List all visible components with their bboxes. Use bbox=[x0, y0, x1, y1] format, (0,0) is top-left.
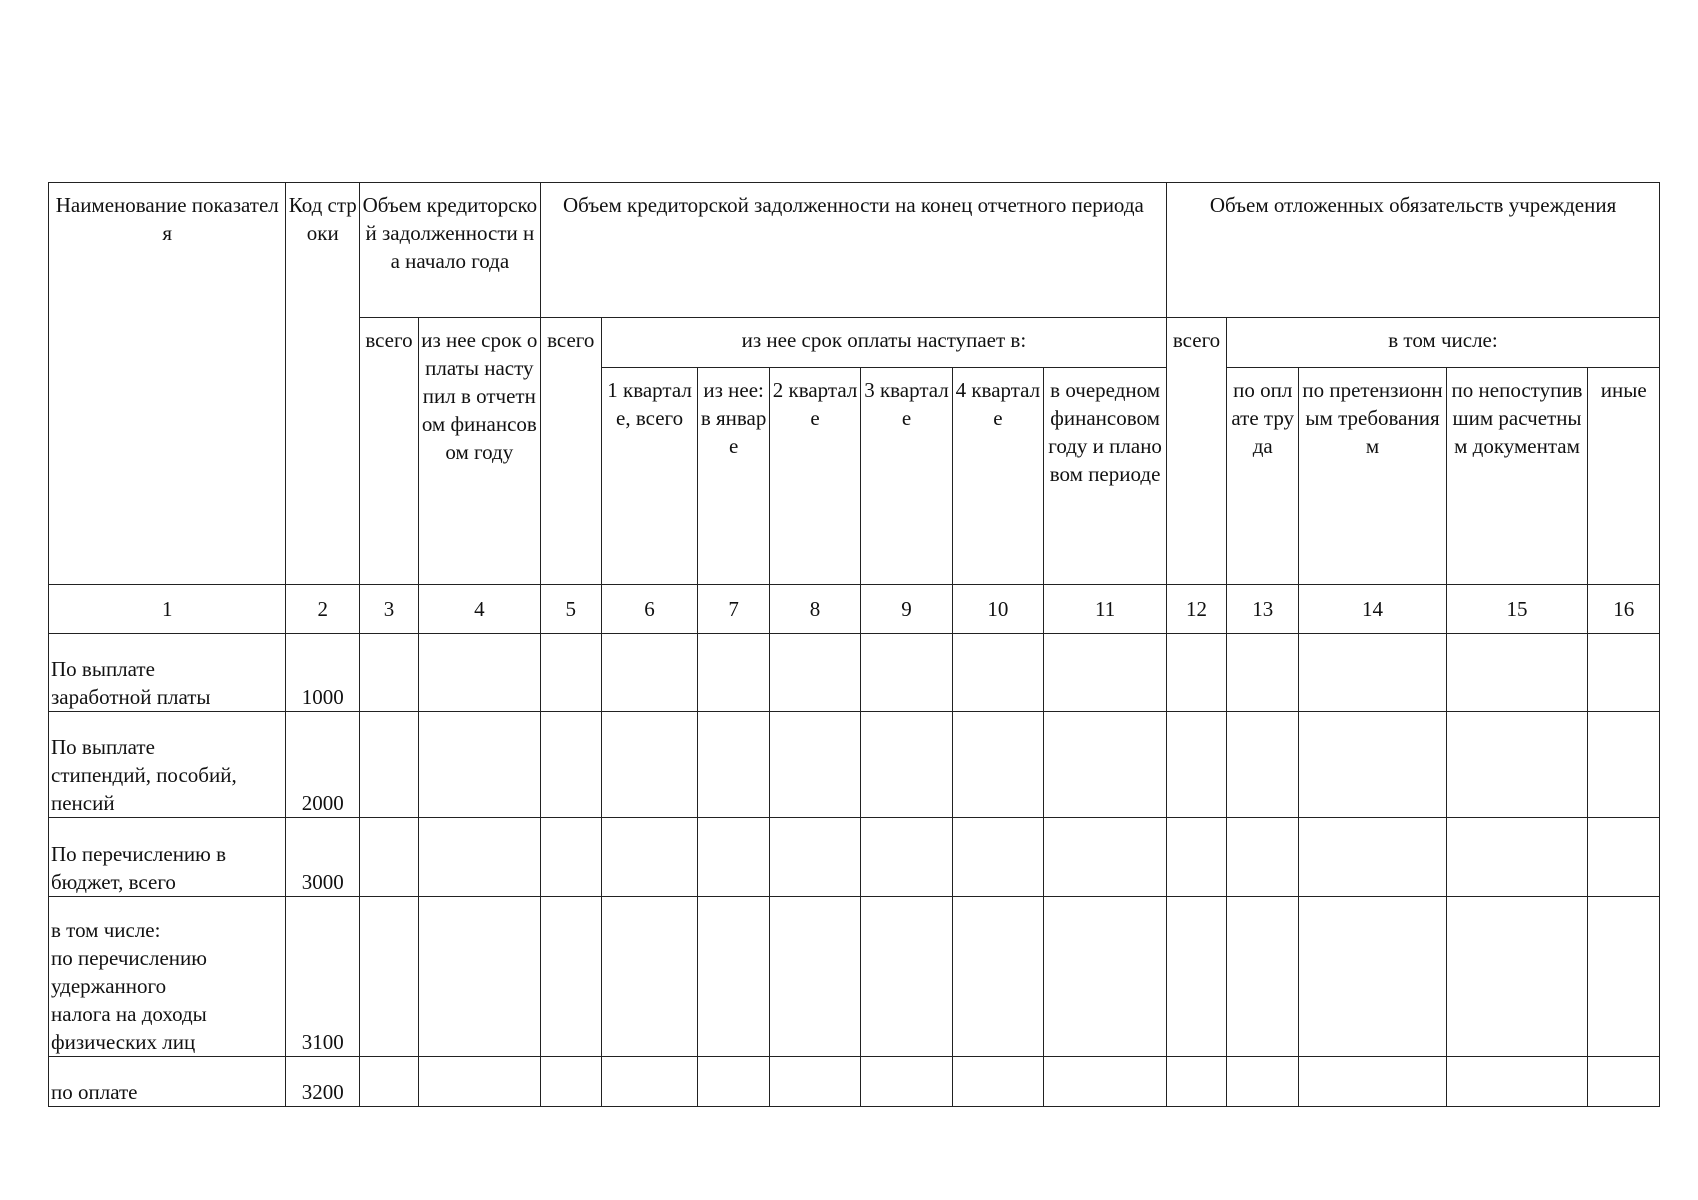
column-number: 7 bbox=[698, 585, 769, 634]
data-cell[interactable] bbox=[861, 634, 952, 712]
column-number: 6 bbox=[601, 585, 698, 634]
header-total-end: всего bbox=[540, 318, 601, 585]
column-number: 8 bbox=[769, 585, 860, 634]
data-cell[interactable] bbox=[1167, 712, 1227, 818]
data-cell[interactable] bbox=[601, 818, 698, 897]
column-number: 13 bbox=[1226, 585, 1299, 634]
data-cell[interactable] bbox=[1588, 818, 1660, 897]
data-cell[interactable] bbox=[360, 712, 419, 818]
row-name-line: бюджет, всего bbox=[51, 870, 176, 894]
data-cell[interactable] bbox=[1226, 1057, 1299, 1107]
data-cell[interactable] bbox=[1446, 634, 1588, 712]
data-cell[interactable] bbox=[1044, 818, 1167, 897]
row-code: 1000 bbox=[286, 634, 360, 712]
data-cell[interactable] bbox=[540, 1057, 601, 1107]
data-cell[interactable] bbox=[1588, 1057, 1660, 1107]
data-cell[interactable] bbox=[1226, 712, 1299, 818]
data-cell[interactable] bbox=[1299, 818, 1446, 897]
column-number: 11 bbox=[1044, 585, 1167, 634]
header-row-1 bbox=[49, 183, 1660, 318]
column-number: 16 bbox=[1588, 585, 1660, 634]
data-cell[interactable] bbox=[1588, 712, 1660, 818]
header-claims: по претензионным требованиям bbox=[1299, 368, 1446, 585]
table-row bbox=[49, 712, 1660, 818]
header-labor: по оплате труда bbox=[1226, 368, 1299, 585]
data-cell[interactable] bbox=[952, 634, 1043, 712]
row-name-line: стипендий, пособий, bbox=[51, 763, 237, 787]
header-unreceived-docs: по непоступившим расчетным документам bbox=[1446, 368, 1588, 585]
header-due-in: из нее срок оплаты наступает в: bbox=[601, 318, 1166, 368]
row-name-line: заработной платы bbox=[51, 685, 211, 709]
header-q2: 2 квартале bbox=[769, 368, 860, 585]
data-cell[interactable] bbox=[769, 1057, 860, 1107]
row-name-income-tax bbox=[49, 897, 286, 1057]
data-cell[interactable] bbox=[601, 897, 698, 1057]
column-number: 1 bbox=[49, 585, 286, 634]
header-due-in-year: из нее срок оплаты наступил в отчетном финансовом году bbox=[418, 318, 540, 585]
data-cell[interactable] bbox=[769, 712, 860, 818]
data-cell[interactable] bbox=[1167, 634, 1227, 712]
data-cell[interactable] bbox=[1299, 634, 1446, 712]
data-cell[interactable] bbox=[861, 1057, 952, 1107]
data-cell[interactable] bbox=[952, 897, 1043, 1057]
data-cell[interactable] bbox=[601, 1057, 698, 1107]
data-cell[interactable] bbox=[1446, 1057, 1588, 1107]
data-cell[interactable] bbox=[1299, 1057, 1446, 1107]
data-cell[interactable] bbox=[1167, 1057, 1227, 1107]
creditor-debt-table bbox=[48, 182, 1660, 1107]
column-number: 2 bbox=[286, 585, 360, 634]
row-name-line: удержанного bbox=[51, 974, 167, 998]
header-start-volume: Объем кредиторской задолженности на начало года bbox=[360, 183, 541, 318]
data-cell[interactable] bbox=[540, 712, 601, 818]
data-cell[interactable] bbox=[769, 897, 860, 1057]
data-cell[interactable] bbox=[1299, 897, 1446, 1057]
data-cell[interactable] bbox=[360, 818, 419, 897]
data-cell[interactable] bbox=[360, 897, 419, 1057]
data-cell[interactable] bbox=[1167, 897, 1227, 1057]
data-cell[interactable] bbox=[1167, 818, 1227, 897]
table-row bbox=[49, 1057, 1660, 1107]
column-number-row bbox=[49, 585, 1660, 634]
data-cell[interactable] bbox=[769, 818, 860, 897]
row-name-line: в том числе: bbox=[51, 918, 161, 942]
data-cell[interactable] bbox=[1044, 1057, 1167, 1107]
row-name-line: налога на доходы bbox=[51, 1002, 207, 1026]
row-code: 3000 bbox=[286, 818, 360, 897]
row-name-budget bbox=[49, 818, 286, 897]
data-cell[interactable] bbox=[418, 712, 540, 818]
column-number: 5 bbox=[540, 585, 601, 634]
column-number: 3 bbox=[360, 585, 419, 634]
row-name-line: По выплате bbox=[51, 657, 155, 681]
header-deferred: Объем отложенных обязательств учреждения bbox=[1167, 183, 1660, 318]
row-name-line: пенсий bbox=[51, 791, 115, 815]
data-cell[interactable] bbox=[952, 712, 1043, 818]
row-name-line: физических лиц bbox=[51, 1030, 196, 1054]
data-cell[interactable] bbox=[952, 818, 1043, 897]
data-cell[interactable] bbox=[698, 897, 769, 1057]
header-name: Наименование показателя bbox=[49, 183, 286, 585]
header-q3: 3 квартале bbox=[861, 368, 952, 585]
row-code: 3100 bbox=[286, 897, 360, 1057]
data-cell[interactable] bbox=[1588, 897, 1660, 1057]
data-cell[interactable] bbox=[360, 1057, 419, 1107]
row-name-salary bbox=[49, 634, 286, 712]
data-cell[interactable] bbox=[769, 634, 860, 712]
data-cell[interactable] bbox=[1226, 818, 1299, 897]
column-number: 15 bbox=[1446, 585, 1588, 634]
data-cell[interactable] bbox=[1044, 634, 1167, 712]
data-cell[interactable] bbox=[540, 897, 601, 1057]
row-name-line: по перечислению bbox=[51, 946, 207, 970]
header-q4: 4 квартале bbox=[952, 368, 1043, 585]
column-number: 4 bbox=[418, 585, 540, 634]
header-other: иные bbox=[1588, 368, 1660, 585]
data-cell[interactable] bbox=[360, 634, 419, 712]
header-next-year: в очередном финансовом году и плановом периоде bbox=[1044, 368, 1167, 585]
data-cell[interactable] bbox=[1044, 897, 1167, 1057]
row-code: 2000 bbox=[286, 712, 360, 818]
row-name-line: по оплате bbox=[51, 1080, 138, 1104]
data-cell[interactable] bbox=[1226, 634, 1299, 712]
row-name-stipends bbox=[49, 712, 286, 818]
row-name-line: По выплате bbox=[51, 735, 155, 759]
data-cell[interactable] bbox=[418, 634, 540, 712]
table-row bbox=[49, 818, 1660, 897]
row-name-payment bbox=[49, 1057, 286, 1107]
column-number: 14 bbox=[1299, 585, 1446, 634]
data-cell[interactable] bbox=[601, 712, 698, 818]
column-number: 10 bbox=[952, 585, 1043, 634]
data-cell[interactable] bbox=[1299, 712, 1446, 818]
header-including: в том числе: bbox=[1226, 318, 1659, 368]
header-q1-total: 1 квартале, всего bbox=[601, 368, 698, 585]
data-cell[interactable] bbox=[418, 1057, 540, 1107]
data-cell[interactable] bbox=[698, 818, 769, 897]
data-cell[interactable] bbox=[861, 818, 952, 897]
header-end-volume: Объем кредиторской задолженности на конец отчетного периода bbox=[540, 183, 1166, 318]
table-row bbox=[49, 634, 1660, 712]
data-cell[interactable] bbox=[1044, 712, 1167, 818]
column-number: 9 bbox=[861, 585, 952, 634]
data-cell[interactable] bbox=[601, 634, 698, 712]
data-cell[interactable] bbox=[952, 1057, 1043, 1107]
data-cell[interactable] bbox=[1446, 897, 1588, 1057]
data-cell[interactable] bbox=[1226, 897, 1299, 1057]
data-cell[interactable] bbox=[418, 897, 540, 1057]
data-cell[interactable] bbox=[861, 712, 952, 818]
header-code: Код строки bbox=[286, 183, 360, 585]
data-cell[interactable] bbox=[540, 634, 601, 712]
row-code: 3200 bbox=[286, 1057, 360, 1107]
data-cell[interactable] bbox=[861, 897, 952, 1057]
data-cell[interactable] bbox=[698, 634, 769, 712]
header-total-start: всего bbox=[360, 318, 419, 585]
row-name-line: По перечислению в bbox=[51, 842, 227, 866]
table-row bbox=[49, 897, 1660, 1057]
header-incl-january: из нее: в январе bbox=[698, 368, 769, 585]
data-cell[interactable] bbox=[540, 818, 601, 897]
data-cell[interactable] bbox=[698, 712, 769, 818]
data-cell[interactable] bbox=[1446, 818, 1588, 897]
data-cell[interactable] bbox=[418, 818, 540, 897]
header-total-deferred: всего bbox=[1167, 318, 1227, 585]
column-number: 12 bbox=[1167, 585, 1227, 634]
data-cell[interactable] bbox=[1588, 634, 1660, 712]
data-cell[interactable] bbox=[1446, 712, 1588, 818]
data-cell[interactable] bbox=[698, 1057, 769, 1107]
